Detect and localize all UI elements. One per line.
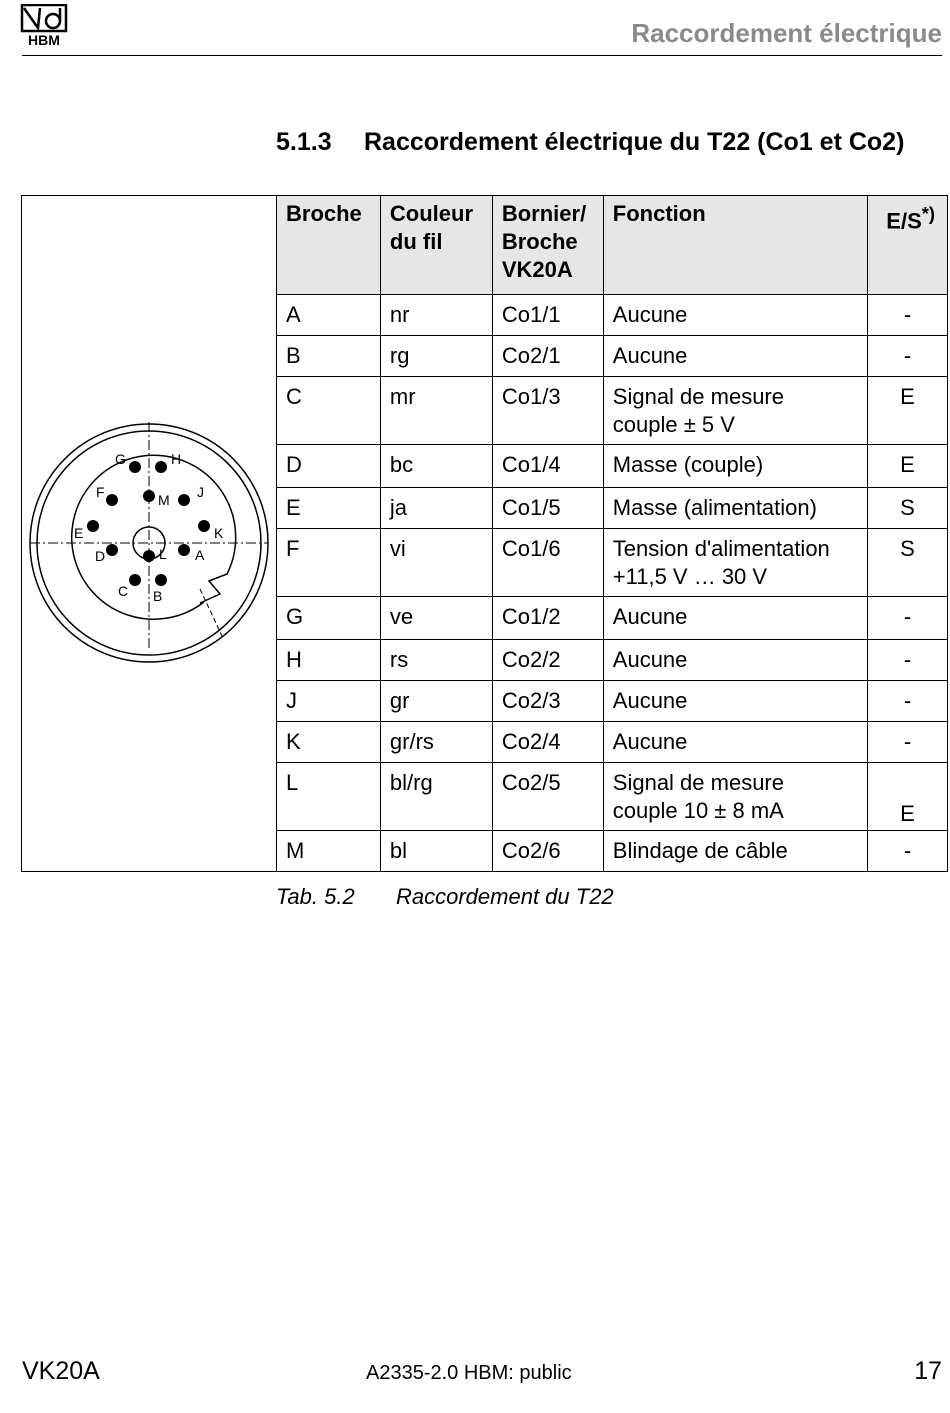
- cell-broche: E: [277, 488, 381, 529]
- pin-h-dot: [155, 461, 167, 473]
- header-couleur-line1: Couleur: [389, 201, 474, 226]
- pin-l-label: L: [159, 545, 167, 562]
- cell-fonction-line1: Aucune: [612, 647, 688, 672]
- cell-broche: F: [277, 529, 381, 597]
- cell-es: -: [868, 295, 948, 336]
- header-es: [868, 196, 948, 295]
- cell-couleur: bl/rg: [380, 763, 492, 831]
- cell-fonction-line2: couple 10 ± 8 mA: [612, 798, 784, 823]
- cell-couleur: ja: [380, 488, 492, 529]
- header-bornier: [492, 196, 603, 295]
- cell-fonction: [603, 529, 867, 597]
- section-title: Raccordement électrique du T22 (Co1 et Co2): [364, 128, 905, 156]
- pin-a-label: A: [195, 546, 205, 563]
- cell-fonction-line1: Aucune: [612, 302, 688, 327]
- pin-assignment-table: [21, 195, 948, 872]
- cell-broche: A: [277, 295, 381, 336]
- pin-j-label: J: [197, 483, 204, 500]
- cell-broche: H: [277, 640, 381, 681]
- footer-page-number: 17: [914, 1357, 942, 1385]
- cell-fonction-line1: Signal de mesure: [612, 384, 784, 409]
- cell-couleur: gr/rs: [380, 722, 492, 763]
- cell-fonction-line1: Signal de mesure: [612, 770, 784, 795]
- cell-bornier: Co2/6: [492, 831, 603, 872]
- cell-es: S: [868, 529, 948, 597]
- connector-diagram-cell: [22, 196, 277, 872]
- cell-es: -: [868, 597, 948, 640]
- cell-es: S: [868, 488, 948, 529]
- pin-d-dot: [106, 544, 118, 556]
- cell-broche: B: [277, 336, 381, 377]
- pin-d-label: D: [95, 547, 106, 564]
- header-broche: Broche: [277, 196, 381, 295]
- cell-bornier: Co1/5: [492, 488, 603, 529]
- footer-product: VK20A: [22, 1357, 100, 1385]
- caption-label: Tab. 5.2: [276, 884, 355, 909]
- cell-es: -: [868, 640, 948, 681]
- pin-k-dot: [198, 520, 210, 532]
- header-bornier-line3: VK20A: [501, 257, 573, 282]
- cell-couleur: rs: [380, 640, 492, 681]
- cell-couleur: vi: [380, 529, 492, 597]
- cell-couleur: nr: [380, 295, 492, 336]
- cell-fonction-line1: Aucune: [612, 343, 688, 368]
- cell-fonction: [603, 831, 867, 872]
- cell-broche: C: [277, 377, 381, 445]
- cell-bornier: Co2/4: [492, 722, 603, 763]
- cell-fonction: [603, 488, 867, 529]
- cell-bornier: Co2/1: [492, 336, 603, 377]
- cell-broche: J: [277, 681, 381, 722]
- pin-h-label: H: [171, 450, 182, 467]
- pin-f-label: F: [96, 483, 105, 500]
- header-es-footnote: *): [921, 203, 935, 224]
- pin-f-dot: [106, 494, 118, 506]
- cell-fonction-line1: Masse (couple): [612, 452, 764, 477]
- cell-fonction: [603, 377, 867, 445]
- pin-c-dot: [129, 574, 141, 586]
- cell-fonction: [603, 640, 867, 681]
- cell-couleur: gr: [380, 681, 492, 722]
- cell-broche: K: [277, 722, 381, 763]
- cell-bornier: Co1/3: [492, 377, 603, 445]
- header-bornier-line1: Bornier/: [501, 201, 587, 226]
- cell-couleur: bl: [380, 831, 492, 872]
- cell-es: E: [868, 445, 948, 488]
- cell-es: E: [868, 763, 948, 831]
- logo-text: HBM: [28, 32, 60, 46]
- cell-fonction-line1: Masse (alimentation): [612, 495, 817, 520]
- cell-fonction: [603, 763, 867, 831]
- cell-bornier: Co1/1: [492, 295, 603, 336]
- table-caption: [276, 884, 614, 910]
- cell-couleur: mr: [380, 377, 492, 445]
- cell-fonction: [603, 681, 867, 722]
- pin-m-dot: [143, 490, 155, 502]
- pin-b-label: B: [153, 587, 163, 604]
- pin-e-dot: [87, 520, 99, 532]
- header-es-label: E/S: [886, 208, 922, 234]
- pin-l-dot: [143, 550, 155, 562]
- cell-fonction-line1: Aucune: [612, 688, 688, 713]
- table-header-row: [22, 196, 948, 295]
- cell-fonction: [603, 722, 867, 763]
- pin-b-dot: [155, 574, 167, 586]
- cell-es: E: [868, 377, 948, 445]
- section-number: 5.1.3: [276, 128, 332, 156]
- pin-j-dot: [178, 494, 190, 506]
- pin-k-label: K: [214, 524, 224, 541]
- cell-couleur: rg: [380, 336, 492, 377]
- cell-broche: M: [277, 831, 381, 872]
- cell-couleur: ve: [380, 597, 492, 640]
- hbm-logo-icon: [20, 4, 70, 46]
- cell-fonction: [603, 445, 867, 488]
- connector-pinout-figure: [22, 404, 276, 664]
- cell-fonction: [603, 295, 867, 336]
- cell-fonction-line1: Aucune: [612, 604, 688, 629]
- hbm-logo: [20, 4, 70, 46]
- cell-couleur: bc: [380, 445, 492, 488]
- cell-fonction: [603, 597, 867, 640]
- cell-fonction-line1: Blindage de câble: [612, 838, 788, 863]
- cell-fonction-line1: Tension d'alimentation: [612, 536, 830, 561]
- header-couleur-line2: du fil: [389, 229, 443, 254]
- cell-bornier: Co1/4: [492, 445, 603, 488]
- cell-bornier: Co2/2: [492, 640, 603, 681]
- cell-fonction: [603, 336, 867, 377]
- pin-g-dot: [129, 461, 141, 473]
- cell-bornier: Co2/5: [492, 763, 603, 831]
- cell-bornier: Co1/2: [492, 597, 603, 640]
- cell-bornier: Co2/3: [492, 681, 603, 722]
- cell-fonction-line1: Aucune: [612, 729, 688, 754]
- cell-bornier: Co1/6: [492, 529, 603, 597]
- pin-g-label: G: [115, 450, 126, 467]
- cell-broche: G: [277, 597, 381, 640]
- cell-es: -: [868, 831, 948, 872]
- pin-c-label: C: [118, 582, 129, 599]
- cell-broche: L: [277, 763, 381, 831]
- header-title: Raccordement électrique: [631, 18, 942, 48]
- cell-es: -: [868, 722, 948, 763]
- header-bornier-line2: Broche: [501, 229, 578, 254]
- header-fonction: Fonction: [603, 196, 867, 295]
- footer-document-id: A2335-2.0 HBM: public: [366, 1362, 572, 1384]
- cell-fonction-line2: +11,5 V … 30 V: [612, 564, 768, 589]
- pin-e-label: E: [74, 524, 84, 541]
- header-couleur: [380, 196, 492, 295]
- pin-a-dot: [178, 544, 190, 556]
- header-rule: [22, 55, 942, 56]
- pin-m-label: M: [158, 491, 170, 508]
- cell-es: -: [868, 681, 948, 722]
- cell-es: -: [868, 336, 948, 377]
- cell-fonction-line2: couple ± 5 V: [612, 412, 735, 437]
- section-heading: [276, 128, 904, 157]
- cell-broche: D: [277, 445, 381, 488]
- connector-diagram: [22, 404, 276, 664]
- caption-text: Raccordement du T22: [396, 884, 614, 909]
